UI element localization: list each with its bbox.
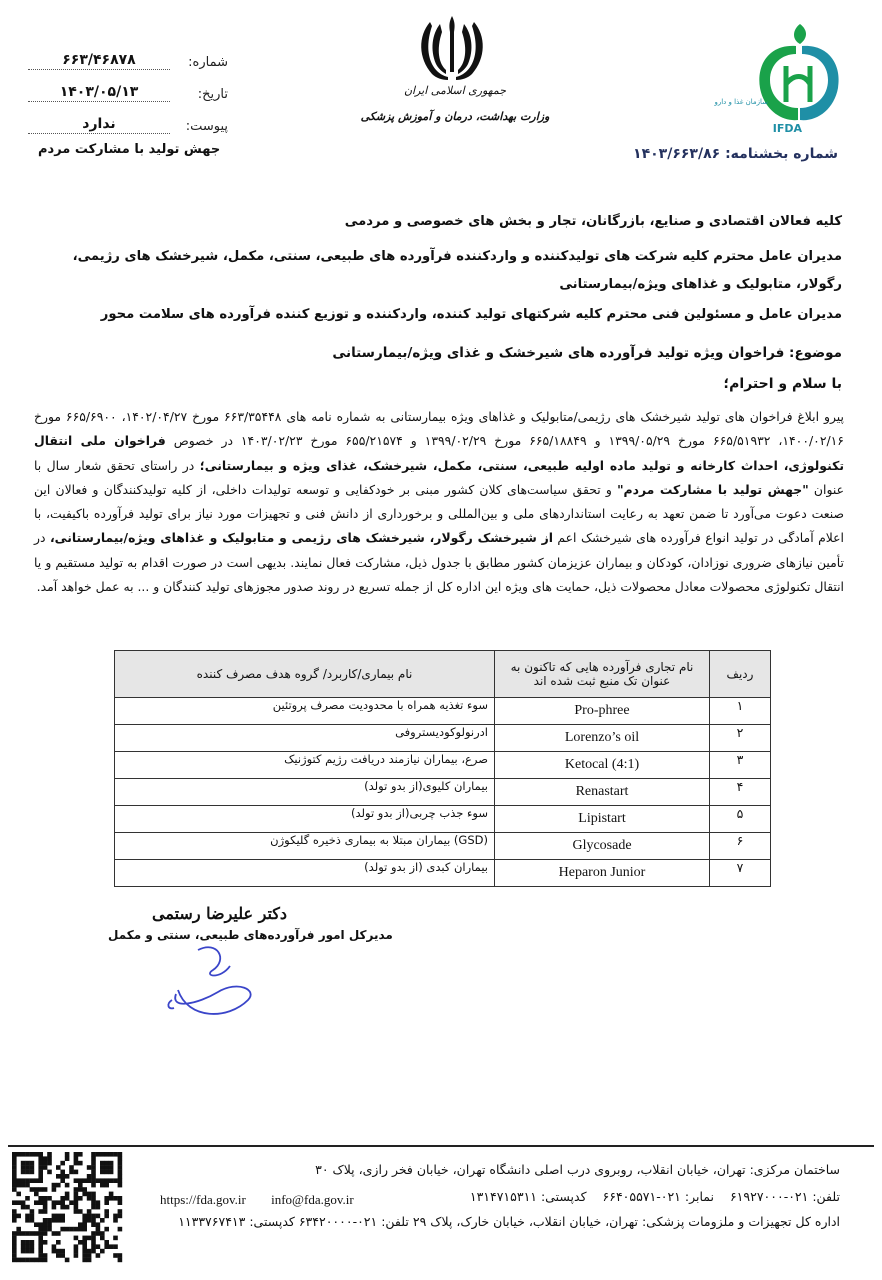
table-row bbox=[115, 725, 771, 752]
cell-target-group: (GSD) بیماران مبتلا به بیماری ذخیره گلیکوژن bbox=[115, 833, 495, 860]
cell-product-name: Ketocal (4:1) bbox=[495, 752, 710, 779]
table-row bbox=[115, 833, 771, 860]
letter-attachment-value: ندارد bbox=[28, 116, 170, 134]
table-row bbox=[115, 806, 771, 833]
body-p1-bold: فراخوان ملی انتقال تکنولوژی، احداث کارخانه و تولید ماده اولیه طبیعی، سنتی، مکمل، شیرخشک، غذای ویژه و بیمارستانی؛ bbox=[34, 433, 844, 473]
signatory-name: دکتر علیرضا رستمی bbox=[152, 904, 288, 923]
circular-number-value: ۱۴۰۳/۶۶۳/۸۶ bbox=[633, 146, 721, 162]
letter-number-label: شماره: bbox=[188, 55, 228, 70]
letter-body bbox=[34, 405, 844, 599]
cell-product-name: Heparon Junior bbox=[495, 860, 710, 887]
cell-target-group: بیماران کلیوی(از بدو تولد) bbox=[115, 779, 495, 806]
cell-target-group: سوء جذب چربی(از بدو تولد) bbox=[115, 806, 495, 833]
letter-attachment-label: پیوست: bbox=[185, 119, 228, 134]
letter-number bbox=[28, 44, 228, 70]
footer-postal: کدپستی: ۱۳۱۴۷۱۵۳۱۱ bbox=[469, 1189, 587, 1204]
cell-product-name: Renastart bbox=[495, 779, 710, 806]
letter-date-label: تاریخ: bbox=[197, 87, 228, 102]
cell-target-group: بیماران کبدی (از بدو تولد) bbox=[115, 860, 495, 887]
body-p2: و تحقق سیاست‌های کلان کشور مبنی بر خودکفایی و توسعه تولیدات داخلی، از کلیه تولیدکنندگان و فعالان این صنعت دعوت می‌آورد تا ضمن تعهد به رعایت استانداردهای ملی و بین‌المللی و برخورداری از دانش فنی و تجهیزات مورد نیاز برای تولید فرآورده باکیفیت، با اعلام آمادگی در تولید انواع فرآورده های شیرخشک اعم bbox=[34, 481, 844, 546]
header-target-group: نام بیماری/کاربرد/ گروه هدف مصرف کننده bbox=[115, 651, 495, 698]
letter-attachment bbox=[28, 108, 228, 134]
footer-address-2: اداره کل تجهیزات و ملزومات پزشکی: تهران، خیابان انقلاب، خیابان خارک، پلاک ۲۹ تلفن: ۰۲۱-۶۳۴۲۰۰۰۰ کدپستی: ۱۱۳۳۷۶۷۴۱۳ bbox=[178, 1214, 840, 1229]
body-p1: پیرو ابلاغ فراخوان های تولید شیرخشک های رژیمی/متابولیک و غذاهای ویژه بیمارستانی به شماره نامه های ۶۶۳/۳۵۴۴۸ مورخ ۱۴۰۲/۰۴/۲۷، ۶۶۵/۶۹۰۰ مورخ ۱۴۰۰/۰۲/۱۶، ۶۶۵/۵۱۹۳۲ مورخ ۱۳۹۹/۰۵/۲۹ و ۶۶۵/۱۸۸۴۹ مورخ ۱۳۹۹/۰۲/۲۹ و ۶۵۵/۲۱۵۷۴ مورخ ۱۴۰۳/۰۲/۲۳ در خصوص bbox=[34, 409, 844, 449]
cell-target-group: صرع، بیماران نیازمند دریافت رژیم کتوژنیک bbox=[115, 752, 495, 779]
cell-row-number: ۷ bbox=[710, 860, 771, 887]
letter-date bbox=[28, 76, 228, 102]
table-row bbox=[115, 752, 771, 779]
body-p1-tail: در راستای تحقق شعار سال با عنوان bbox=[34, 457, 844, 497]
cell-row-number: ۲ bbox=[710, 725, 771, 752]
footer-address: ساختمان مرکزی: تهران، خیابان انقلاب، روبروی درب اصلی دانشگاه تهران، خیابان فخر رازی، پلاک ۳۰ bbox=[315, 1162, 840, 1177]
iran-emblem-icon bbox=[412, 12, 492, 84]
addressee-3: مدیران عامل و مسئولین فنی محترم کلیه شرکتهای تولید کننده، واردکننده و توزیع کننده فرآورده های سلامت محور bbox=[100, 307, 842, 322]
body-p3: در تأمین نیازهای ضروری نوزادان، کودکان و بیماران عزیزمان کشور مطابق با جدول ذیل، مشارکت فعال نمایند. بدیهی است در صورت اقدام به تولید مستقیم و یا انتقال تکنولوژی محصولات معادل محصولات ذیل، حمایت های ویژه این اداره کل از جمله تسریع در روند صدور مجوزهای تولید کنندگان و ... به عمل خواهد آمد. bbox=[34, 530, 844, 595]
footer-links bbox=[160, 1192, 376, 1208]
logo-persian-text: سازمان غذا و دارو bbox=[714, 98, 768, 106]
footer-fax: نمابر: ۰۲۱-۶۶۴۰۵۵۷۱ bbox=[602, 1189, 714, 1204]
signatory-title: مدیرکل امور فرآورده‌های طبیعی، سنتی و مکمل bbox=[108, 928, 393, 942]
products-table bbox=[114, 650, 771, 887]
ifda-logo-icon bbox=[714, 18, 848, 136]
cell-row-number: ۵ bbox=[710, 806, 771, 833]
header-product-name: نام تجاری فرآورده هایی که تاکنون به عنوان تک منبع ثبت شده اند bbox=[495, 651, 710, 698]
handwritten-signature bbox=[158, 930, 288, 1030]
table-row bbox=[115, 698, 771, 725]
addressee-1: کلیه فعالان اقتصادی و صنایع، بازرگانان، تجار و بخش های خصوصی و مردمی bbox=[344, 214, 842, 229]
cell-product-name: Glycosade bbox=[495, 833, 710, 860]
letter-greeting: با سلام و احترام؛ bbox=[723, 376, 842, 392]
circular-number-label: شماره بخشنامه: bbox=[725, 146, 838, 162]
cell-target-group: ادرنولوکودیستروفی bbox=[115, 725, 495, 752]
campaign-slogan: جهش تولید با مشارکت مردم bbox=[38, 142, 221, 157]
letter-number-value: ۶۶۳/۴۶۸۷۸ bbox=[28, 52, 170, 70]
footer-email-link[interactable]: info@fda.gov.ir bbox=[271, 1192, 354, 1207]
body-p2-bold: از شیرخشک رگولار، شیرخشک های رژیمی و متابولیک و غذاهای ویژه/بیمارستانی، bbox=[49, 530, 553, 546]
cell-product-name: Lorenzo’s oil bbox=[495, 725, 710, 752]
addressee-2: مدیران عامل محترم کلیه شرکت های تولیدکننده و واردکننده فرآورده های طبیعی، سنتی، مکمل، شیرخشک های رژیمی، رگولار، متابولیک و غذاهای ویژه/بیمارستانی bbox=[72, 249, 842, 292]
footer-phone: تلفن: ۰۲۱-۶۱۹۲۷۰۰۰ bbox=[729, 1189, 840, 1204]
cell-row-number: ۶ bbox=[710, 833, 771, 860]
body-slogan: "جهش تولید با مشارکت مردم" bbox=[617, 481, 809, 497]
circular-number bbox=[633, 146, 838, 162]
table-header-row bbox=[115, 651, 771, 698]
footer-contact bbox=[458, 1189, 840, 1204]
table-row bbox=[115, 860, 771, 887]
footer-website-link[interactable]: https://fda.gov.ir bbox=[160, 1192, 246, 1207]
cell-row-number: ۱ bbox=[710, 698, 771, 725]
cell-product-name: Lipistart bbox=[495, 806, 710, 833]
ministry-title: وزارت بهداشت، درمان و آموزش پزشکی bbox=[360, 110, 550, 123]
cell-product-name: Pro-phree bbox=[495, 698, 710, 725]
cell-target-group: سوء تغذیه همراه با محدودیت مصرف پروتئین bbox=[115, 698, 495, 725]
cell-row-number: ۳ bbox=[710, 752, 771, 779]
cell-row-number: ۴ bbox=[710, 779, 771, 806]
footer-divider bbox=[8, 1145, 874, 1147]
table-row bbox=[115, 779, 771, 806]
header-row-number: ردیف bbox=[710, 651, 771, 698]
letter-subject: موضوع: فراخوان ویژه تولید فرآورده های شیرخشک و غذای ویژه/بیمارستانی bbox=[332, 345, 842, 361]
government-title: جمهوری اسلامی ایران bbox=[403, 84, 507, 97]
logo-abbr-text: IFDA bbox=[772, 122, 802, 135]
qr-code-icon[interactable] bbox=[12, 1152, 122, 1262]
letter-date-value: ۱۴۰۳/۰۵/۱۳ bbox=[28, 84, 170, 102]
